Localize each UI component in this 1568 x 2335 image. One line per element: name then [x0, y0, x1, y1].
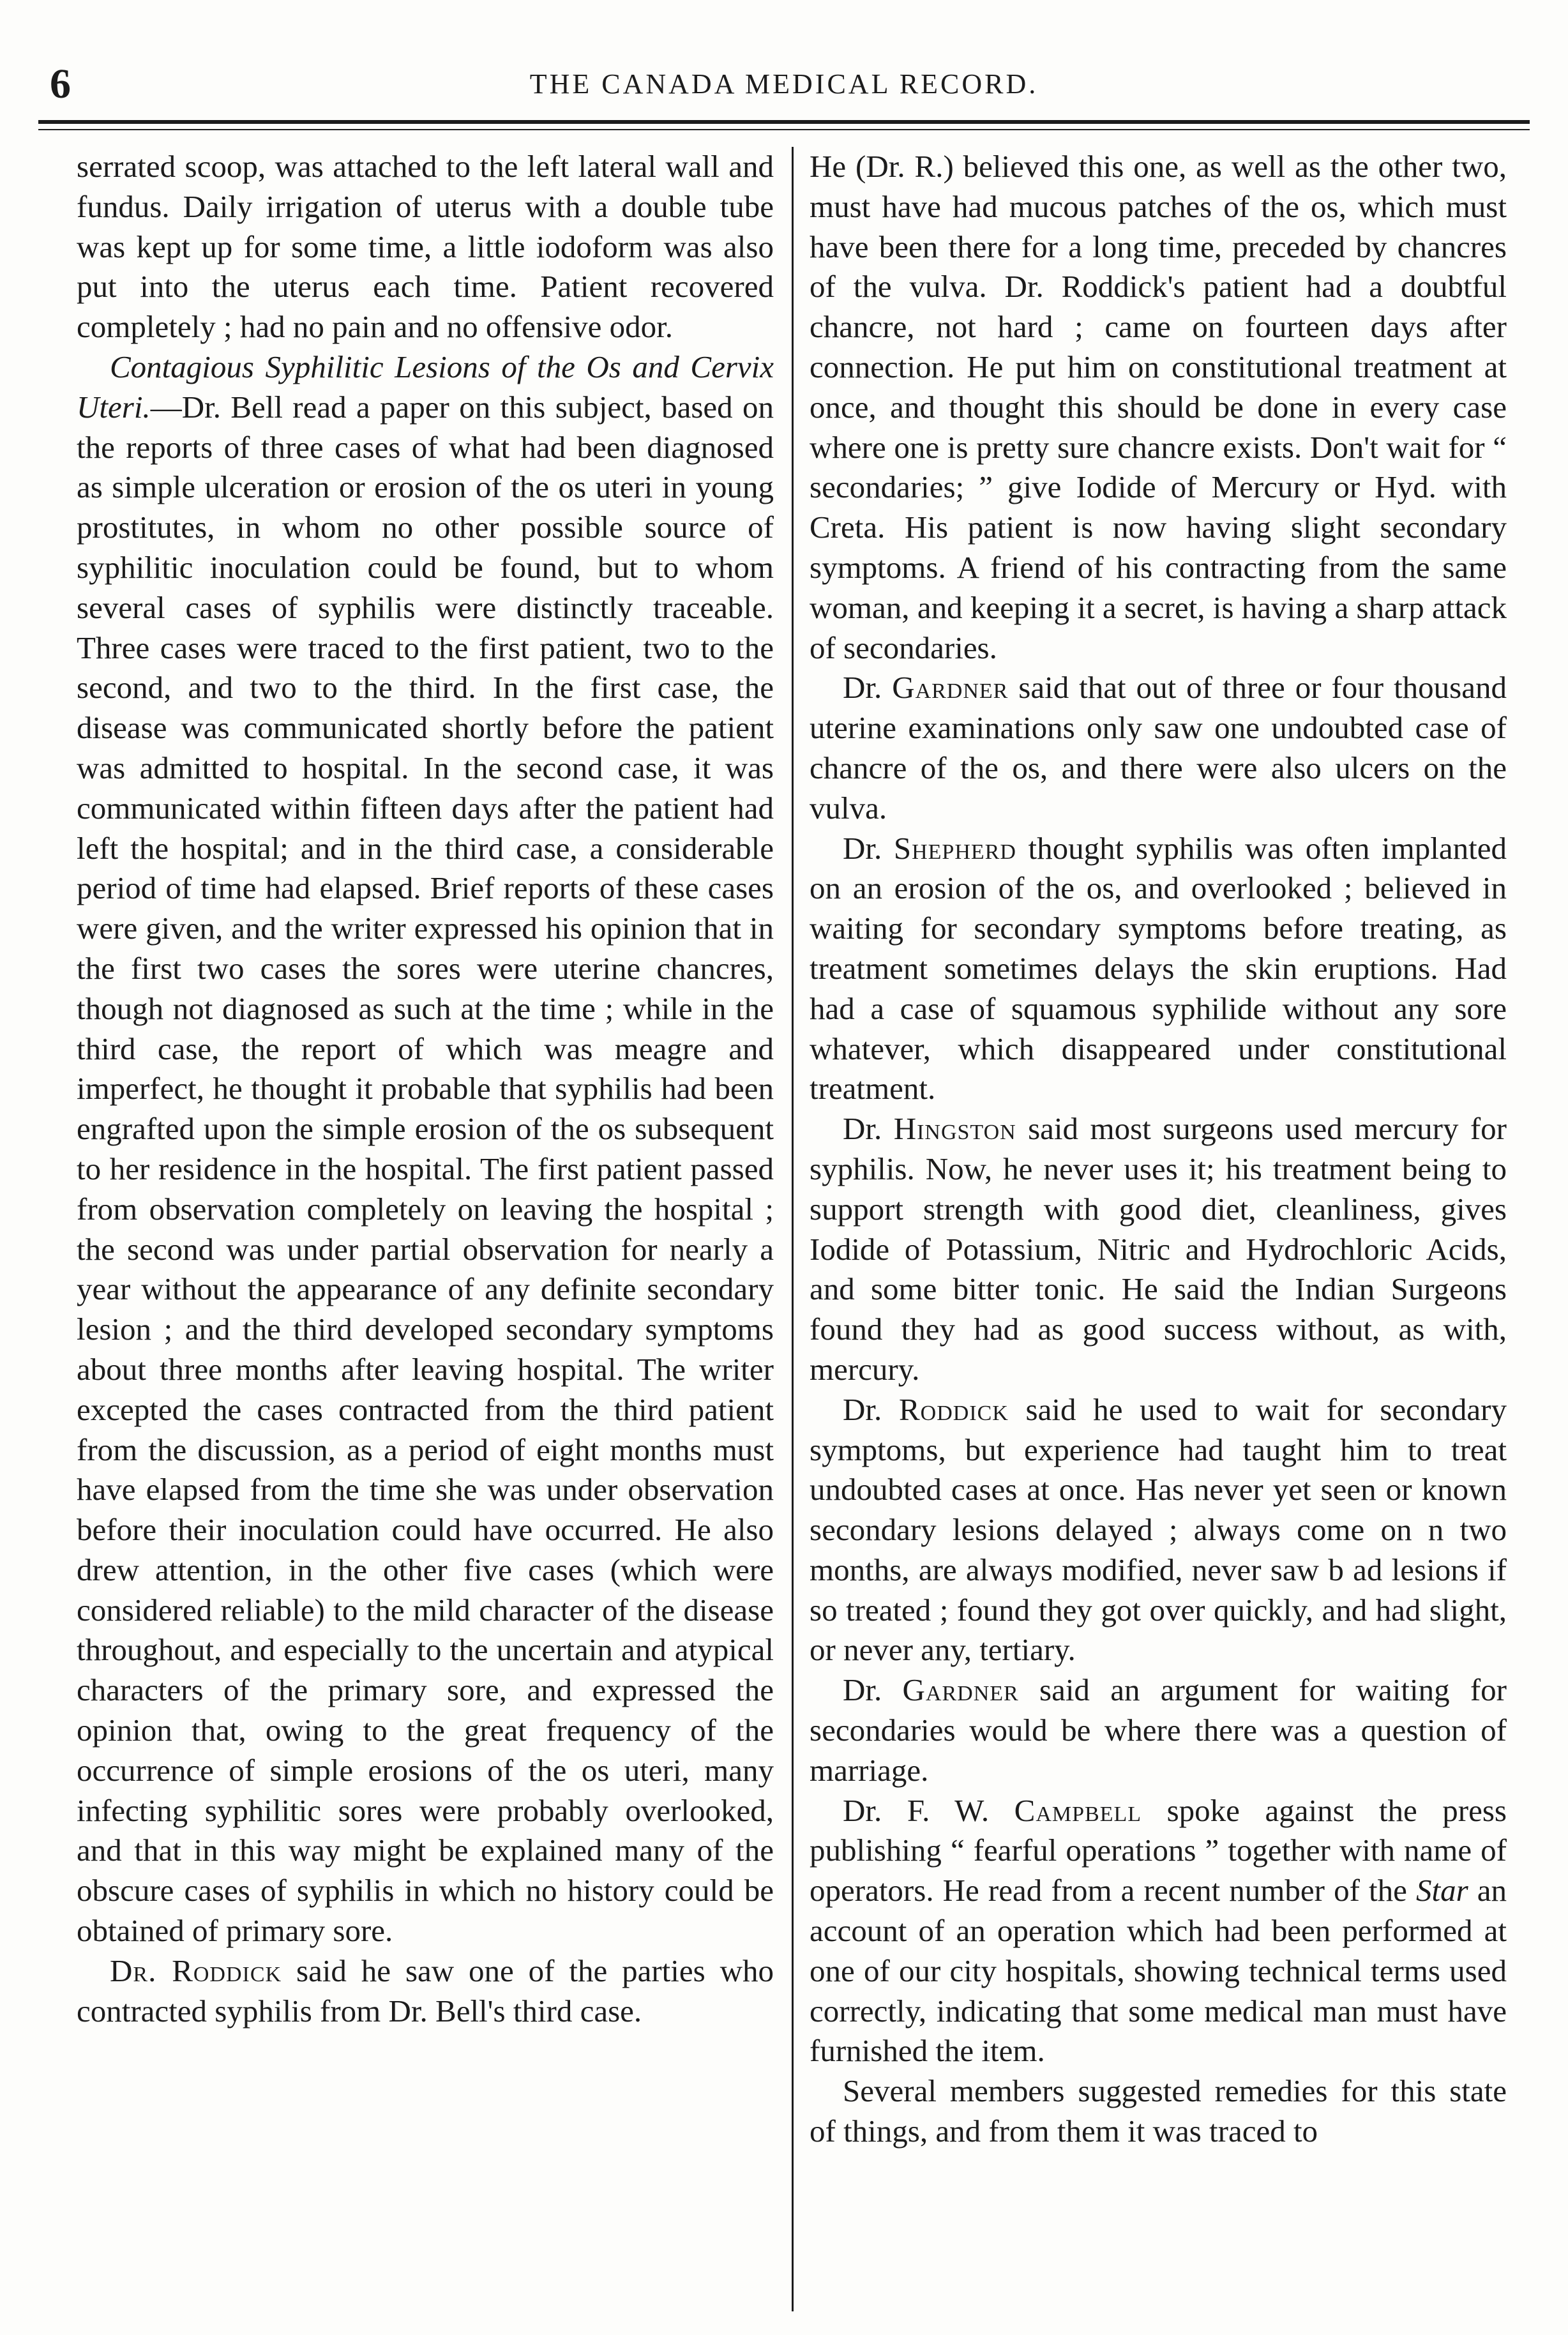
paragraph [810, 1670, 1507, 1790]
paragraph-body: spoke against the press publishing “ fearful operations ” together with name of operators. He read from a recent number of the [810, 1792, 1507, 1908]
speaker-prefix: Dr. [843, 670, 893, 706]
paragraph-body: —Dr. Bell read a paper on this subject, based on the reports of three cases of what had been diagnosed as simple ulceration or erosion of the os uteri in young prostitutes, in whom no other possible source of syphilitic inoculation could be found, but to whom several cases of syphilis were distinctly traceable. Three cases were traced to the first patient, two to the second, and two to the third. In the first case, the disease was communicated shortly before the patient was admitted to hospital. In the second case, it was communicated within fifteen days after the patient had left the hospital; and in the third case, a considerable period of time had elapsed. Brief reports of these cases were given, and the writer expressed his opinion that in the first two cases the sores were uterine chancres, though not diagnosed as such at the time ; while in the third case, the report of which was meagre and imperfect, he thought it probable that syphilis had been engrafted upon the simple erosion of the os subsequent to her residence in the hospital. The first patient passed from observation completely on leaving the hospital ; the second was under partial observation for nearly a year without the appearance of any definite secondary lesion ; and the third developed secondary symptoms about three months after leaving hospital. The writer excepted the cases contracted from the third patient from the discussion, as a period of eight months must have elapsed from the time she was under observation before their inoculation could have occurred. He also drew attention, in the other five cases (which were considered reliable) to the mild character of the disease throughout, and especially to the uncertain and atypical characters of the primary sore, and expressed the opinion that, owing to the great frequency of the occurrence of simple erosions of the os uteri, many infecting syphilitic sores were probably overlooked, and that in this way might be explained many of the obscure cases of syphilis in which no history could be obtained of primary sore. [77, 389, 774, 1949]
column-divider [792, 147, 794, 2311]
paragraph [77, 347, 774, 1951]
paragraph [810, 668, 1507, 828]
speaker-name: Roddick [898, 1391, 1009, 1427]
paragraph: serrated scoop, was attached to the left lateral wall and fundus. Daily irrigation of uterus with a double tube was kept up for some time, a little iodoform was also put into the uterus each time. Patient recovered completely ; had no pain and no offensive odor. [77, 149, 774, 345]
speaker-prefix: Dr. [843, 1111, 894, 1147]
speaker-name: Gardner [892, 670, 1009, 706]
paragraph: He (Dr. R.) believed this one, as well as the other two, must have had mucous patches of the os, which must have been there for a long time, preceded by chancres of the vulva. Dr. Roddick's patient had a doubtful chancre, not hard ; came on fourteen days after connection. He put him on constitutional treatment at once, and thought this should be done in every case where one is pretty sure chancre exists. Don't wait for “ secondaries; ” give Iodide of Mercury or Hyd. with Creta. His patient is now having slight secondary symptoms. A friend of his contracting from the same woman, and keeping it a secret, is having a sharp attack of secondaries. [810, 149, 1507, 665]
left-column [77, 147, 774, 2031]
paragraph-body: said that out of three or four thousand uterine examinations only saw one undoubted case of chancre of the os, and there were also ulcers on the vulva. [810, 670, 1507, 826]
paragraph-body: said an argument for waiting for secondaries would be where there was a question of marriage. [810, 1672, 1507, 1788]
running-title: THE CANADA MEDICAL RECORD. [529, 68, 1039, 100]
speaker-prefix: Dr. [843, 830, 894, 866]
speaker-name: Shepherd [893, 830, 1016, 866]
page-number: 6 [50, 61, 71, 107]
newspaper-name: Star [1415, 1873, 1468, 1908]
paragraph-body: an account of an operation which had been performed at one of our city hospitals, showing technical terms used correctly, indicating that some medical man must have furnished the item. [810, 1873, 1507, 2069]
speaker-name: Gardner [902, 1672, 1019, 1708]
speaker-prefix: Dr. F. W. [843, 1792, 1014, 1828]
paragraph-body: said most surgeons used mercury for syphilis. Now, he never uses it; his treatment being to support strength with good diet, cleanliness, gives Iodide of Potassium, Nitric and Hydrochloric Acids, and some bitter tonic. He said the Indian Surgeons found they had as good success without, as with, mercury. [810, 1111, 1507, 1387]
paragraph [810, 1390, 1507, 1671]
page-header [38, 59, 1530, 110]
paragraph [77, 1951, 774, 2032]
paragraph: Several members suggested remedies for this state of things, and from them it was traced to [810, 2073, 1507, 2149]
speaker-name: Dr. Roddick [110, 1953, 282, 1988]
speaker-name: Hingston [893, 1111, 1016, 1147]
paragraph [810, 829, 1507, 1110]
speaker-prefix: Dr. [843, 1672, 903, 1708]
section-title: Contagious Syphilitic Lesions of the Os and Cervix Uteri. [77, 349, 774, 425]
header-rule-thin [38, 129, 1530, 130]
header-rule-thick [38, 120, 1530, 124]
right-column [810, 147, 1507, 2152]
paragraph-body: said he saw one of the parties who contracted syphilis from Dr. Bell's third case. [77, 1953, 774, 2029]
paragraph [810, 1791, 1507, 2072]
speaker-name: Campbell [1014, 1792, 1142, 1828]
speaker-prefix: Dr. [843, 1391, 899, 1427]
paragraph [810, 1109, 1507, 1390]
paragraph-body: said he used to wait for secondary symptoms, but experience had taught him to treat undoubted cases at once. Has never yet seen or known secondary lesions delayed ; always come on n two months, are always modified, never saw b ad lesions if so treated ; found they got over quickly, and had slight, or never any, tertiary. [810, 1391, 1507, 1668]
paragraph-body: thought syphilis was often implanted on an erosion of the os, and overlooked ; believed in waiting for secondary symptoms before treating, as treatment sometimes delays the skin eruptions. Had had a case of squamous syphilide without any sore whatever, which disappeared under constitutional treatment. [810, 830, 1507, 1107]
